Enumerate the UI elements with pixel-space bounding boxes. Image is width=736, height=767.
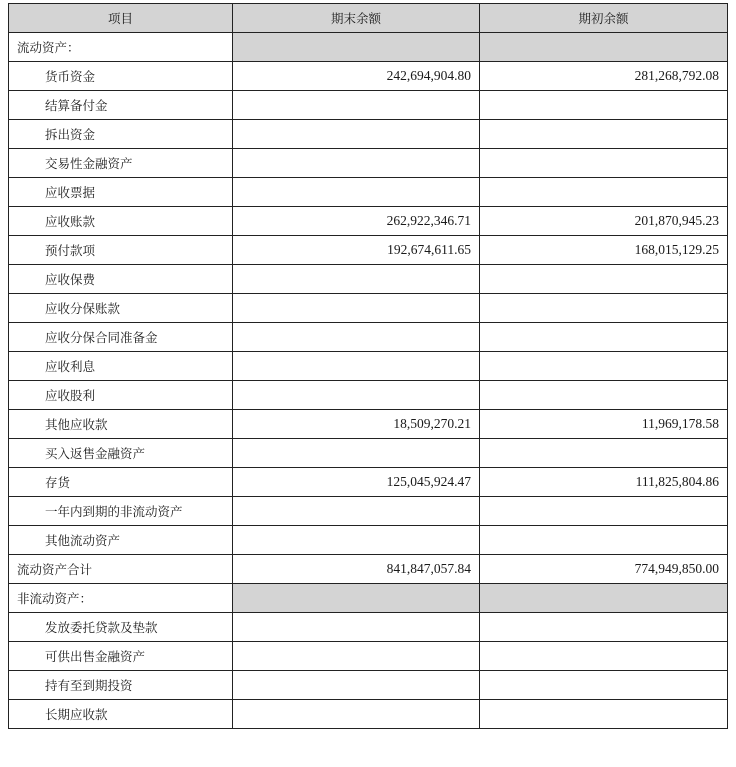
row-label: 应收保费 <box>9 265 233 294</box>
end-balance-cell: 192,674,611.65 <box>233 236 480 265</box>
end-balance-cell <box>233 642 480 671</box>
table-row <box>9 439 728 468</box>
row-label: 应收票据 <box>9 178 233 207</box>
row-label: 非流动资产： <box>9 584 233 613</box>
end-balance-cell <box>233 149 480 178</box>
section-row <box>9 33 728 62</box>
begin-balance-cell <box>480 149 728 178</box>
end-balance-cell <box>233 700 480 729</box>
table-row <box>9 700 728 729</box>
row-label: 结算备付金 <box>9 91 233 120</box>
table-row <box>9 207 728 236</box>
begin-balance-cell <box>480 497 728 526</box>
table-row <box>9 381 728 410</box>
assets-table <box>8 3 728 729</box>
end-balance-cell: 841,847,057.84 <box>233 555 480 584</box>
end-balance-cell <box>233 381 480 410</box>
begin-balance-cell <box>480 91 728 120</box>
end-balance-cell <box>233 584 480 613</box>
begin-balance-cell: 111,825,804.86 <box>480 468 728 497</box>
begin-balance-cell <box>480 352 728 381</box>
table-row <box>9 265 728 294</box>
row-label: 拆出资金 <box>9 120 233 149</box>
end-balance-cell <box>233 323 480 352</box>
table-row <box>9 410 728 439</box>
table-body <box>9 33 728 729</box>
table-row <box>9 642 728 671</box>
section-row <box>9 584 728 613</box>
end-balance-cell <box>233 439 480 468</box>
begin-balance-cell: 281,268,792.08 <box>480 62 728 91</box>
row-label: 预付款项 <box>9 236 233 265</box>
row-label: 流动资产合计 <box>9 555 233 584</box>
row-label: 可供出售金融资产 <box>9 642 233 671</box>
table-row <box>9 294 728 323</box>
row-label: 应收分保账款 <box>9 294 233 323</box>
end-balance-cell: 262,922,346.71 <box>233 207 480 236</box>
begin-balance-cell: 774,949,850.00 <box>480 555 728 584</box>
end-balance-cell: 125,045,924.47 <box>233 468 480 497</box>
table-row <box>9 671 728 700</box>
table-row <box>9 352 728 381</box>
row-label: 应收账款 <box>9 207 233 236</box>
row-label: 货币资金 <box>9 62 233 91</box>
end-balance-cell <box>233 497 480 526</box>
end-balance-cell <box>233 120 480 149</box>
column-header-begin-balance: 期初余额 <box>480 4 728 33</box>
table-row <box>9 497 728 526</box>
end-balance-cell <box>233 352 480 381</box>
begin-balance-cell <box>480 671 728 700</box>
row-label: 交易性金融资产 <box>9 149 233 178</box>
row-label: 买入返售金融资产 <box>9 439 233 468</box>
begin-balance-cell <box>480 381 728 410</box>
end-balance-cell <box>233 613 480 642</box>
end-balance-cell: 242,694,904.80 <box>233 62 480 91</box>
begin-balance-cell <box>480 120 728 149</box>
begin-balance-cell <box>480 700 728 729</box>
begin-balance-cell: 168,015,129.25 <box>480 236 728 265</box>
table-row <box>9 62 728 91</box>
table-row <box>9 91 728 120</box>
end-balance-cell <box>233 294 480 323</box>
end-balance-cell <box>233 178 480 207</box>
row-label: 其他应收款 <box>9 410 233 439</box>
total-row <box>9 555 728 584</box>
table-row <box>9 149 728 178</box>
column-header-end-balance: 期末余额 <box>233 4 480 33</box>
row-label: 应收分保合同准备金 <box>9 323 233 352</box>
row-label: 流动资产： <box>9 33 233 62</box>
balance-sheet <box>8 3 728 729</box>
end-balance-cell <box>233 671 480 700</box>
table-row <box>9 236 728 265</box>
table-row <box>9 468 728 497</box>
row-label: 应收股利 <box>9 381 233 410</box>
end-balance-cell <box>233 526 480 555</box>
begin-balance-cell <box>480 642 728 671</box>
row-label: 其他流动资产 <box>9 526 233 555</box>
begin-balance-cell: 201,870,945.23 <box>480 207 728 236</box>
end-balance-cell <box>233 265 480 294</box>
row-label: 长期应收款 <box>9 700 233 729</box>
begin-balance-cell <box>480 33 728 62</box>
begin-balance-cell <box>480 613 728 642</box>
table-row <box>9 323 728 352</box>
begin-balance-cell <box>480 265 728 294</box>
table-header-row <box>9 4 728 33</box>
row-label: 存货 <box>9 468 233 497</box>
row-label: 应收利息 <box>9 352 233 381</box>
row-label: 一年内到期的非流动资产 <box>9 497 233 526</box>
table-row <box>9 526 728 555</box>
end-balance-cell: 18,509,270.21 <box>233 410 480 439</box>
begin-balance-cell <box>480 178 728 207</box>
begin-balance-cell <box>480 526 728 555</box>
row-label: 持有至到期投资 <box>9 671 233 700</box>
column-header-item: 项目 <box>9 4 233 33</box>
end-balance-cell <box>233 33 480 62</box>
table-row <box>9 613 728 642</box>
begin-balance-cell <box>480 439 728 468</box>
end-balance-cell <box>233 91 480 120</box>
begin-balance-cell <box>480 294 728 323</box>
begin-balance-cell <box>480 323 728 352</box>
table-row <box>9 178 728 207</box>
table-row <box>9 120 728 149</box>
begin-balance-cell: 11,969,178.58 <box>480 410 728 439</box>
row-label: 发放委托贷款及垫款 <box>9 613 233 642</box>
begin-balance-cell <box>480 584 728 613</box>
